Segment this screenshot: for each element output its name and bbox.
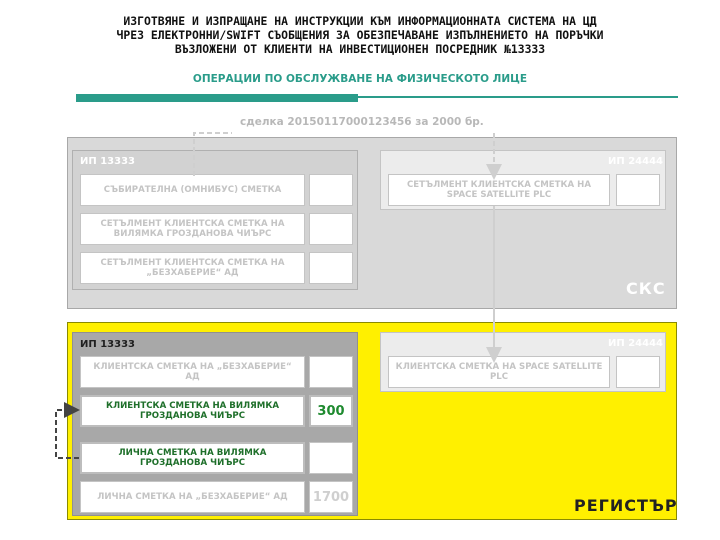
register-client-bezhaberie-account: КЛИЕНТСКА СМЕТКА НА „БЕЗХАБЕРИЕ“ АД: [80, 356, 305, 388]
register-client-chiars-account: КЛИЕНТСКА СМЕТКА НА ВИЛЯМКА ГРОЗДАНОВА ЧИЪРС: [80, 395, 305, 427]
register-client-space-account: КЛИЕНТСКА СМЕТКА НА SPACE SATELLITE PLC: [388, 356, 610, 388]
register-personal-bezhaberie-value: 1700: [309, 481, 353, 513]
skc-settlement-bezhaberie-value: [309, 252, 353, 284]
register-ip-13333-label: ИП 13333: [80, 339, 136, 350]
register-client-bezhaberie-value: [309, 356, 353, 388]
skc-settlement-chiars-account: СЕТЪЛМЕНТ КЛИЕНТСКА СМЕТКА НА ВИЛЯМКА ГРОЗДАНОВА ЧИЪРС: [80, 213, 305, 245]
skc-settlement-chiars-value: [309, 213, 353, 245]
register-personal-bezhaberie-account: ЛИЧНА СМЕТКА НА „БЕЗХАБЕРИЕ“ АД: [80, 481, 305, 513]
title-line-2: ЧРЕЗ ЕЛЕКТРОННИ/SWIFT СЪОБЩЕНИЯ ЗА ОБЕЗПЕЧАВАНЕ ИЗПЪЛНЕНИЕТО НА ПОРЪЧКИ: [116, 28, 604, 42]
main-title: [20, 14, 700, 56]
title-line-1: ИЗГОТВЯНЕ И ИЗПРАЩАНЕ НА ИНСТРУКЦИИ КЪМ ИНФОРМАЦИОННАТА СИСТЕМА НА ЦД: [123, 14, 597, 28]
register-personal-chiars-account: ЛИЧНА СМЕТКА НА ВИЛЯМКА ГРОЗДАНОВА ЧИЪРС: [80, 442, 305, 474]
register-label: РЕГИСТЪР: [574, 496, 678, 515]
subtitle: ОПЕРАЦИИ ПО ОБСЛУЖВАНЕ НА ФИЗИЧЕСКОТО ЛИЦЕ: [192, 73, 528, 85]
register-client-space-value: [616, 356, 660, 388]
register-client-chiars-value: 300: [309, 395, 353, 427]
register-ip-24444-label: ИП 24444: [608, 338, 664, 349]
skc-settlement-bezhaberie-account: СЕТЪЛМЕНТ КЛИЕНТСКА СМЕТКА НА „БЕЗХАБЕРИЕ“ АД: [80, 252, 305, 284]
deal-label: сделка 20150117000123456 за 2000 бр.: [240, 116, 484, 128]
skc-settlement-space-value: [616, 174, 660, 206]
skc-omnibus-account: СЪБИРАТЕЛНА (ОМНИБУС) СМЕТКА: [80, 174, 305, 206]
skc-ip-24444-label: ИП 24444: [608, 156, 664, 167]
skc-omnibus-value: [309, 174, 353, 206]
skc-label: СКС: [626, 279, 666, 298]
accent-line: [358, 96, 678, 98]
title-line-3: ВЪЗЛОЖЕНИ ОТ КЛИЕНТИ НА ИНВЕСТИЦИОНЕН ПОСРЕДНИК №13333: [174, 42, 546, 56]
skc-settlement-space-account: СЕТЪЛМЕНТ КЛИЕНТСКА СМЕТКА НА SPACE SATELLITE PLC: [388, 174, 610, 206]
accent-bar: [76, 94, 358, 102]
skc-ip-13333-label: ИП 13333: [80, 156, 136, 167]
register-personal-chiars-value: [309, 442, 353, 474]
